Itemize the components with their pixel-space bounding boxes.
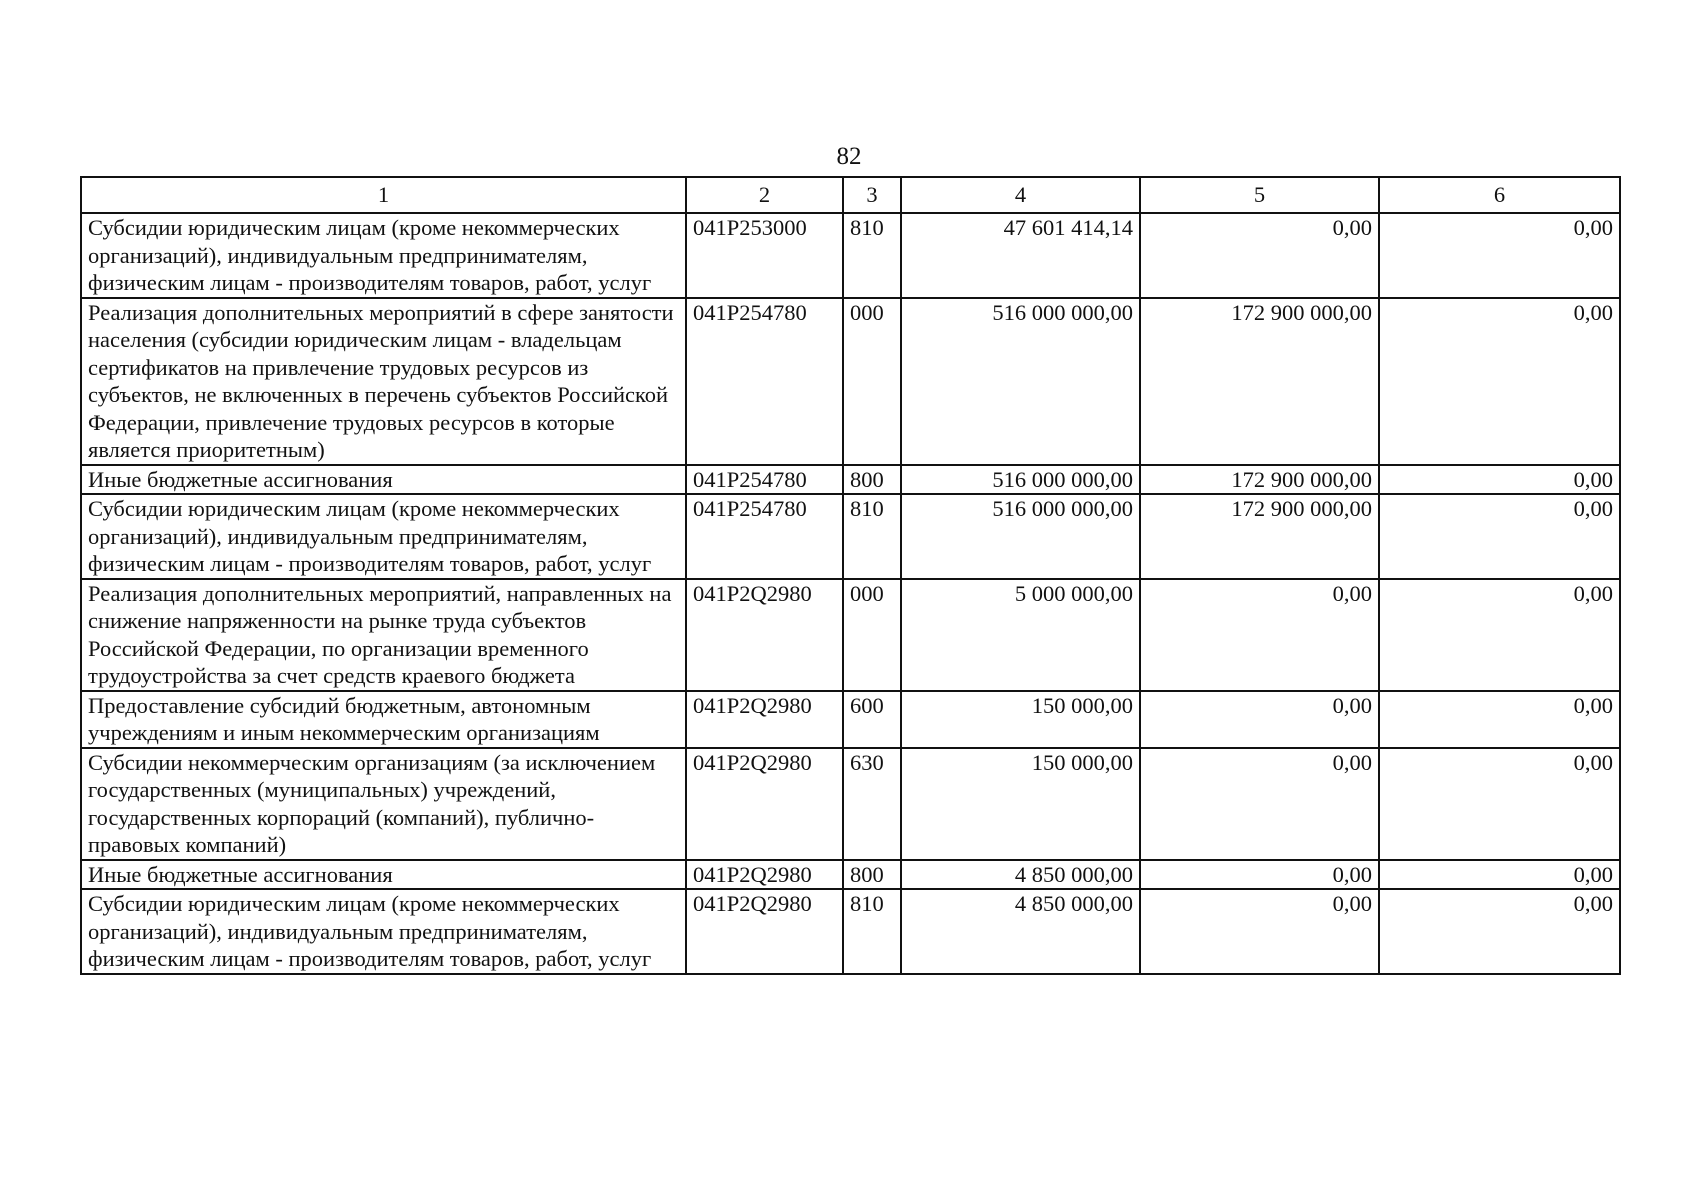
table-row <box>81 860 1620 890</box>
amount-col-4: 4 850 000,00 <box>901 889 1140 974</box>
target-article-code: 041P2Q2980 <box>686 889 843 974</box>
amount-col-4: 5 000 000,00 <box>901 579 1140 691</box>
amount-col-6: 0,00 <box>1379 860 1620 890</box>
column-header-1: 1 <box>81 177 686 213</box>
budget-table <box>80 176 1621 975</box>
column-header-3: 3 <box>843 177 901 213</box>
target-article-code: 041P253000 <box>686 213 843 298</box>
expense-type-code: 810 <box>843 213 901 298</box>
amount-col-6: 0,00 <box>1379 748 1620 860</box>
amount-col-4: 516 000 000,00 <box>901 465 1140 495</box>
expense-type-code: 000 <box>843 298 901 465</box>
expense-type-code: 800 <box>843 860 901 890</box>
table-row <box>81 465 1620 495</box>
table-row <box>81 691 1620 748</box>
header-row <box>81 177 1620 213</box>
amount-col-4: 516 000 000,00 <box>901 494 1140 579</box>
amount-col-5: 0,00 <box>1140 213 1379 298</box>
amount-col-6: 0,00 <box>1379 889 1620 974</box>
expense-type-code: 600 <box>843 691 901 748</box>
amount-col-6: 0,00 <box>1379 579 1620 691</box>
table-row <box>81 579 1620 691</box>
amount-col-6: 0,00 <box>1379 465 1620 495</box>
amount-col-6: 0,00 <box>1379 691 1620 748</box>
column-header-4: 4 <box>901 177 1140 213</box>
target-article-code: 041P254780 <box>686 465 843 495</box>
target-article-code: 041P254780 <box>686 298 843 465</box>
amount-col-5: 172 900 000,00 <box>1140 298 1379 465</box>
expense-type-code: 800 <box>843 465 901 495</box>
amount-col-5: 0,00 <box>1140 860 1379 890</box>
target-article-code: 041P2Q2980 <box>686 748 843 860</box>
expense-name: Субсидии юридическим лицам (кроме некоммерческих организаций), индивидуальным предпринимателям, физическим лицам - производителям товаров, работ, услуг <box>81 213 686 298</box>
target-article-code: 041P2Q2980 <box>686 691 843 748</box>
amount-col-4: 516 000 000,00 <box>901 298 1140 465</box>
amount-col-5: 172 900 000,00 <box>1140 494 1379 579</box>
amount-col-5: 0,00 <box>1140 691 1379 748</box>
column-header-5: 5 <box>1140 177 1379 213</box>
target-article-code: 041P2Q2980 <box>686 860 843 890</box>
expense-type-code: 810 <box>843 494 901 579</box>
target-article-code: 041P2Q2980 <box>686 579 843 691</box>
page-number: 82 <box>836 143 862 170</box>
amount-col-4: 4 850 000,00 <box>901 860 1140 890</box>
amount-col-4: 47 601 414,14 <box>901 213 1140 298</box>
table-row <box>81 889 1620 974</box>
table-row <box>81 494 1620 579</box>
amount-col-4: 150 000,00 <box>901 748 1140 860</box>
expense-type-code: 630 <box>843 748 901 860</box>
amount-col-5: 0,00 <box>1140 748 1379 860</box>
amount-col-5: 0,00 <box>1140 579 1379 691</box>
table-row <box>81 213 1620 298</box>
expense-name: Субсидии юридическим лицам (кроме некоммерческих организаций), индивидуальным предпринимателям, физическим лицам - производителям товаров, работ, услуг <box>81 889 686 974</box>
amount-col-6: 0,00 <box>1379 494 1620 579</box>
expense-name: Субсидии юридическим лицам (кроме некоммерческих организаций), индивидуальным предпринимателям, физическим лицам - производителям товаров, работ, услуг <box>81 494 686 579</box>
amount-col-4: 150 000,00 <box>901 691 1140 748</box>
expense-type-code: 000 <box>843 579 901 691</box>
column-header-6: 6 <box>1379 177 1620 213</box>
column-header-2: 2 <box>686 177 843 213</box>
target-article-code: 041P254780 <box>686 494 843 579</box>
expense-name: Иные бюджетные ассигнования <box>81 860 686 890</box>
expense-name: Иные бюджетные ассигнования <box>81 465 686 495</box>
amount-col-6: 0,00 <box>1379 213 1620 298</box>
expense-name: Реализация дополнительных мероприятий, направленных на снижение напряженности на рынке труда субъектов Российской Федерации, по организации временного трудоустройства за счет средств краевого бюджета <box>81 579 686 691</box>
amount-col-5: 0,00 <box>1140 889 1379 974</box>
expense-name: Субсидии некоммерческим организациям (за исключением государственных (муниципальных) учреждений, государственных корпораций (компаний), публично-правовых компаний) <box>81 748 686 860</box>
amount-col-5: 172 900 000,00 <box>1140 465 1379 495</box>
table-row <box>81 748 1620 860</box>
expense-name: Предоставление субсидий бюджетным, автономным учреждениям и иным некоммерческим организациям <box>81 691 686 748</box>
expense-name: Реализация дополнительных мероприятий в сфере занятости населения (субсидии юридическим лицам - владельцам сертификатов на привлечение трудовых ресурсов из субъектов, не включенных в перечень субъектов Российской Федерации, привлечение трудовых ресурсов в которые является приоритетным) <box>81 298 686 465</box>
table-row <box>81 298 1620 465</box>
amount-col-6: 0,00 <box>1379 298 1620 465</box>
expense-type-code: 810 <box>843 889 901 974</box>
